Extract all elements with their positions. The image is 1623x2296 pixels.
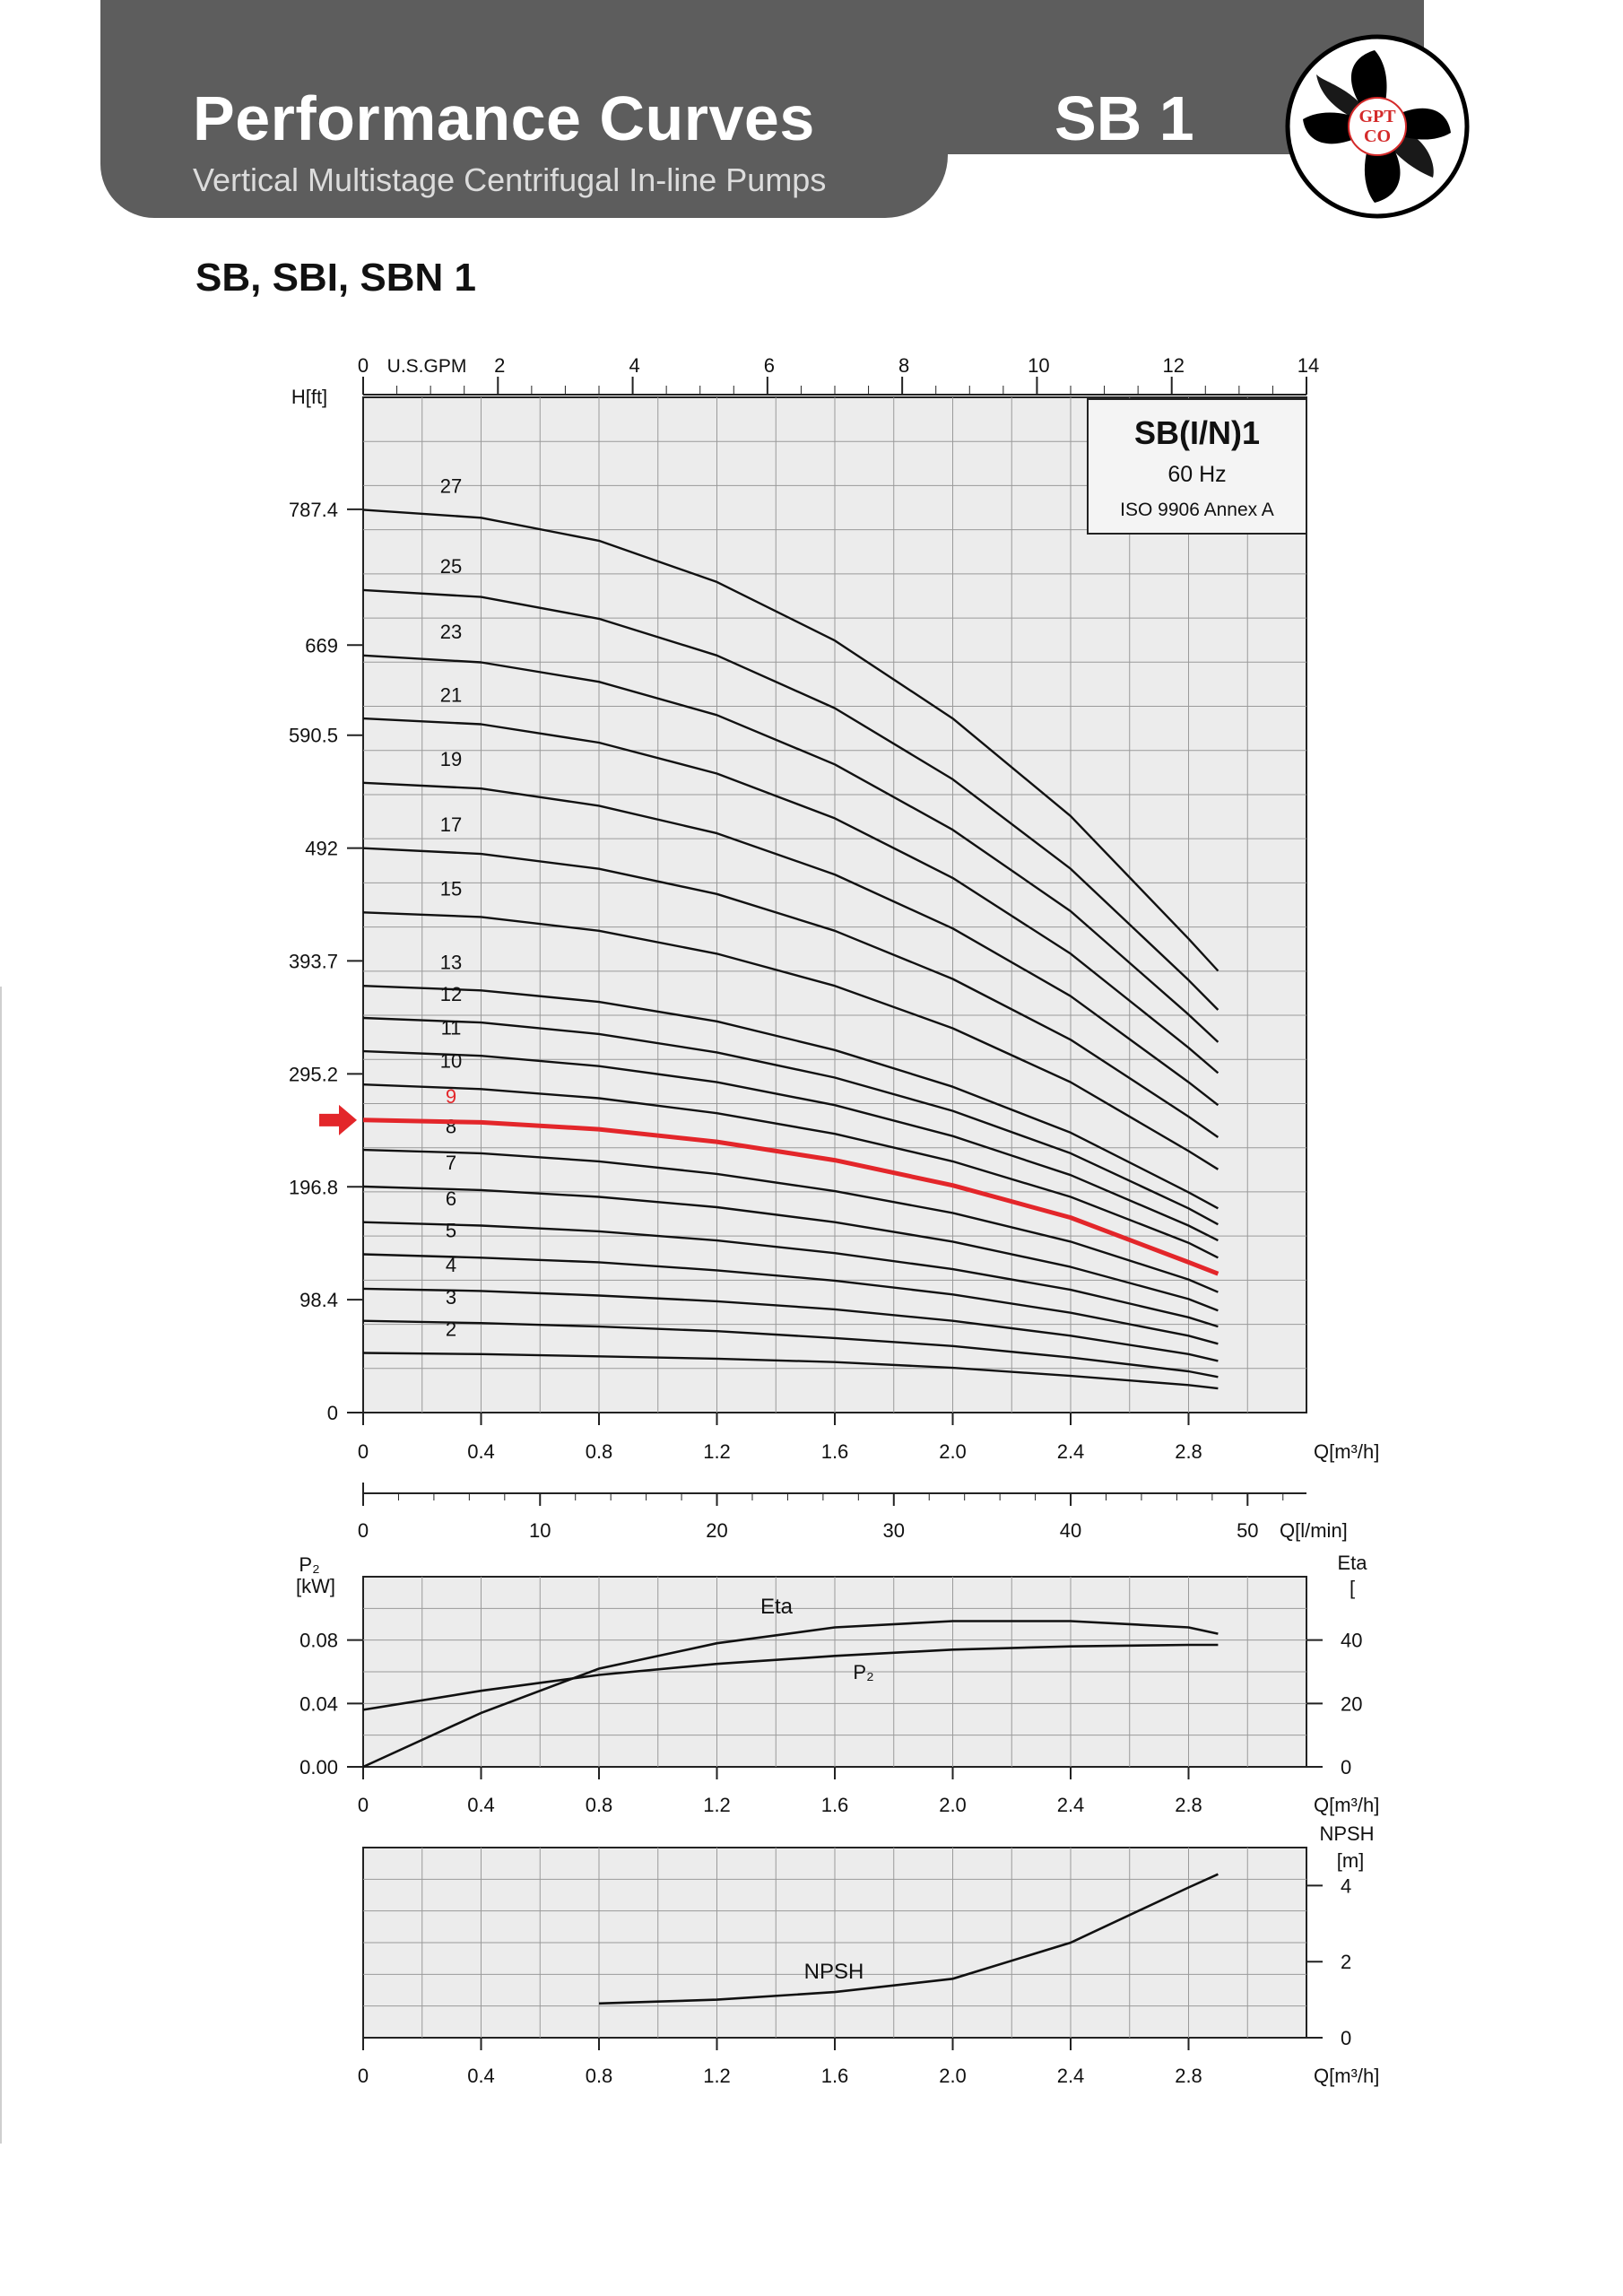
npsh-x-tick-label: 0.4 xyxy=(467,2065,495,2087)
gpm-tick-label: 2 xyxy=(494,354,506,377)
lmin-tick-label: 40 xyxy=(1059,1519,1082,1542)
page-subtitle: Vertical Multistage Centrifugal In-line Pumps xyxy=(193,161,827,198)
stage-label-25: 25 xyxy=(439,555,463,578)
gpm-axis-label: U.S.GPM xyxy=(386,356,467,377)
npsh-x-tick-label: 2.8 xyxy=(1175,2065,1202,2087)
gpm-tick-label: 0 xyxy=(357,354,369,377)
lmin-tick-label: 10 xyxy=(529,1519,551,1542)
power-x-tick-label: 2.4 xyxy=(1056,1794,1085,1816)
highlight-arrow-icon xyxy=(319,1105,357,1135)
logo-text-1: GPT xyxy=(1358,107,1396,126)
stage-label-12: 12 xyxy=(439,983,463,1006)
power-y-tick-label: 0.04 xyxy=(299,1692,338,1716)
stage-label-9: 9 xyxy=(445,1085,457,1109)
lmin-tick-label: 30 xyxy=(882,1519,906,1542)
stage-label-3: 3 xyxy=(445,1285,457,1309)
stage-label-15: 15 xyxy=(439,877,463,900)
eta-axis-unit: [ xyxy=(1349,1577,1356,1599)
head-y-tick-label: 492 xyxy=(305,837,338,860)
power-x-tick-label: 2.0 xyxy=(939,1794,967,1816)
head-x-axis-label: Q[m³/h] xyxy=(1314,1440,1380,1463)
stage-label-21: 21 xyxy=(439,683,463,707)
head-x-tick-label: 2.0 xyxy=(939,1440,967,1463)
gpm-tick-label: 6 xyxy=(763,354,775,377)
page-title: Performance Curves xyxy=(193,83,815,153)
head-y-tick-label: 98.4 xyxy=(299,1289,338,1312)
npsh-x-tick-label: 0 xyxy=(357,2065,369,2087)
stage-label-11: 11 xyxy=(440,1016,462,1039)
head-x-tick-label: 0 xyxy=(357,1440,369,1463)
head-y-tick-label: 669 xyxy=(305,634,338,657)
eta-y-tick-label: 40 xyxy=(1341,1629,1363,1652)
npsh-x-tick-label: 1.6 xyxy=(820,2065,849,2087)
head-y-tick-label: 787.4 xyxy=(288,498,338,521)
head-x-tick-label: 2.4 xyxy=(1056,1440,1085,1463)
stage-label-10: 10 xyxy=(439,1049,463,1073)
npsh-y-tick-label: 2 xyxy=(1341,1951,1352,1974)
stage-label-6: 6 xyxy=(445,1187,457,1210)
head-x-tick-label: 1.2 xyxy=(703,1440,731,1463)
stage-label-23: 23 xyxy=(439,621,463,644)
stage-label-8: 8 xyxy=(445,1115,457,1138)
gpm-tick-label: 8 xyxy=(898,354,910,377)
npsh-curve-label: NPSH xyxy=(803,1960,864,1984)
npsh-x-tick-label: 1.2 xyxy=(703,2065,731,2087)
stage-label-17: 17 xyxy=(439,813,463,836)
lmin-tick-label: 50 xyxy=(1237,1519,1259,1542)
head-y-tick-label: 590.5 xyxy=(288,724,338,747)
npsh-x-axis-label: Q[m³/h] xyxy=(1314,2065,1380,2087)
power-x-tick-label: 1.2 xyxy=(703,1794,731,1816)
stage-label-5: 5 xyxy=(445,1219,457,1242)
power-curve-label: P₂ xyxy=(853,1661,874,1683)
lmin-axis-label: Q[l/min] xyxy=(1280,1519,1348,1542)
eta-y-tick-label: 20 xyxy=(1341,1692,1363,1716)
npsh-y-tick-label: 0 xyxy=(1341,2027,1352,2049)
head-y-tick-label: 295.2 xyxy=(288,1063,338,1086)
stage-label-13: 13 xyxy=(439,951,463,974)
stage-label-2: 2 xyxy=(445,1318,457,1341)
eta-y-tick-label: 0 xyxy=(1341,1756,1352,1779)
stage-label-4: 4 xyxy=(445,1254,457,1277)
power-x-tick-label: 0 xyxy=(357,1794,369,1816)
npsh-axis-unit: [m] xyxy=(1336,1849,1365,1872)
npsh-y-tick-label: 4 xyxy=(1341,1874,1352,1898)
legend-box-title: SB(I/N)1 xyxy=(1133,414,1261,451)
npsh-x-tick-label: 2.4 xyxy=(1056,2065,1085,2087)
head-x-tick-label: 1.6 xyxy=(820,1440,849,1463)
model-label: SB 1 xyxy=(1055,83,1194,153)
power-y-tick-label: 0.08 xyxy=(299,1629,338,1652)
gpm-tick-label: 12 xyxy=(1162,354,1185,377)
npsh-axis-label: NPSH xyxy=(1319,1822,1375,1845)
legend-box-frequency: 60 Hz xyxy=(1167,462,1227,487)
head-x-tick-label: 0.4 xyxy=(467,1440,495,1463)
head-y-tick-label: 393.7 xyxy=(288,950,338,973)
power-x-tick-label: 1.6 xyxy=(820,1794,849,1816)
logo-text-2: CO xyxy=(1364,126,1391,146)
section-title: SB, SBI, SBN 1 xyxy=(195,256,476,300)
head-y-tick-label: 196.8 xyxy=(288,1176,338,1199)
power-axis-label: P₂ xyxy=(299,1553,320,1576)
power-x-tick-label: 2.8 xyxy=(1175,1794,1202,1816)
npsh-x-tick-label: 0.8 xyxy=(585,2065,613,2087)
lmin-tick-label: 20 xyxy=(706,1519,728,1542)
power-x-axis-label: Q[m³/h] xyxy=(1314,1794,1380,1816)
gpm-tick-label: 14 xyxy=(1297,354,1320,377)
head-axis-label: H[ft] xyxy=(291,386,328,408)
head-x-tick-label: 0.8 xyxy=(585,1440,613,1463)
legend-box-standard: ISO 9906 Annex A xyxy=(1120,500,1274,520)
stage-label-27: 27 xyxy=(439,474,463,498)
power-y-tick-label: 0.00 xyxy=(299,1756,338,1779)
power-axis-unit: [kW] xyxy=(296,1575,335,1597)
stage-label-7: 7 xyxy=(445,1152,457,1175)
power-x-tick-label: 0.8 xyxy=(585,1794,613,1816)
eta-curve-label: Eta xyxy=(759,1595,794,1619)
power-x-tick-label: 0.4 xyxy=(467,1794,495,1816)
head-x-tick-label: 2.8 xyxy=(1175,1440,1202,1463)
head-y-tick-label: 0 xyxy=(326,1402,338,1424)
lmin-tick-label: 0 xyxy=(357,1519,369,1542)
stage-label-19: 19 xyxy=(439,747,463,770)
gpm-tick-label: 10 xyxy=(1028,354,1050,377)
npsh-x-tick-label: 2.0 xyxy=(939,2065,967,2087)
gpm-tick-label: 4 xyxy=(629,354,640,377)
eta-axis-label: Eta xyxy=(1337,1552,1367,1574)
